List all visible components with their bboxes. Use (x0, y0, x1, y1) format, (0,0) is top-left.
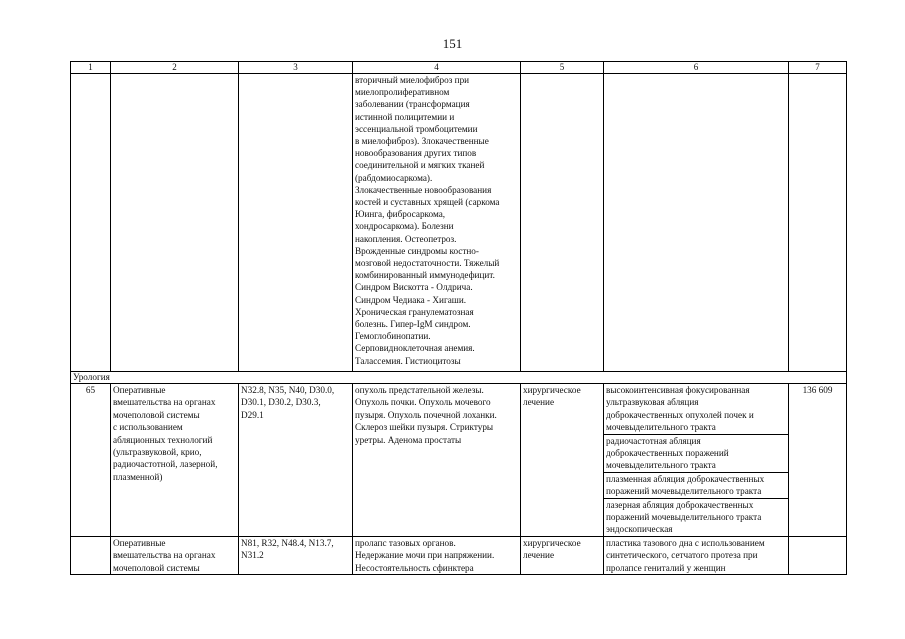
column-header-4: 4 (353, 62, 521, 74)
column-header-1: 1 (71, 62, 111, 74)
price-empty (789, 536, 847, 574)
page-number: 151 (442, 36, 463, 51)
column-header-2: 2 (111, 62, 239, 74)
services-table (70, 61, 847, 575)
treatment-type: хирургическое лечение (521, 536, 604, 574)
method-item: плазменная абляция доброкачественных поражений мочевыделительного тракта (604, 472, 788, 498)
continuation-cell-7 (789, 74, 847, 372)
method-item: радиочастотная абляция доброкачественных поражений мочевыделительного тракта (604, 434, 788, 472)
price-value: 136 609 (789, 384, 847, 537)
method-item: лазерная абляция доброкачественных поражений мочевыделительного тракта эндоскопическая (604, 498, 788, 536)
table-row-66 (71, 536, 847, 574)
icd-codes: N81, R32, N48.4, N13.7, N31.2 (239, 536, 353, 574)
continuation-cell-1 (71, 74, 111, 372)
continuation-diagnosis-text: вторичный миелофиброз при миелопролиферативном заболевании (трансформация истинной полицитемии и эссенциальной тромбоцитемии в миелофиброз). Злокачественные новообразования других типов соединительной и мягких тканей (рабдомиосаркома). Злокачественные новообразования костей и суставных хрящей (саркома Юинга, фибросаркома, хондросаркома). Болезни накопления. Остеопетроз. Врожденные синдромы костно- мозговой недостаточности. Тяжелый комбинированный иммунодефицит. Синдром Вискотта - Олдрича. Синдром Чедиака - Хигаши. Хроническая гранулематозная болезнь. Гипер-IgM синдром. Гемоглобинопатии. Серповидноклеточная анемия. Талассемия. Гистиоцитозы (353, 74, 521, 372)
column-header-6: 6 (604, 62, 789, 74)
column-header-7: 7 (789, 62, 847, 74)
icd-codes: N32.8, N35, N40, D30.0, D30.1, D30.2, D30.3, D29.1 (239, 384, 353, 537)
column-number-row (71, 62, 847, 74)
section-title-urology: Урология (71, 372, 847, 384)
continuation-cell-2 (111, 74, 239, 372)
continuation-cell-6 (604, 74, 789, 372)
intervention-name: Оперативные вмешательства на органах мочеполовой системы (111, 536, 239, 574)
row-number: 65 (71, 384, 111, 537)
column-header-3: 3 (239, 62, 353, 74)
table-row-65 (71, 384, 847, 537)
continuation-cell-5 (521, 74, 604, 372)
patient-model: опухоль предстательной железы. Опухоль почки. Опухоль мочевого пузыря. Опухоль почечной лоханки. Склероз шейки пузыря. Стриктуры уретры. Аденома простаты (353, 384, 521, 537)
treatment-type: хирургическое лечение (521, 384, 604, 537)
method-item: высокоинтенсивная фокусированная ультразвуковая абляция доброкачественных опухолей почек и мочевыделительного тракта (606, 385, 754, 433)
section-row (71, 372, 847, 384)
treatment-method: пластика тазового дна с использованием синтетического, сетчатого протеза при пролапсе гениталий у женщин (604, 536, 789, 574)
continuation-row (71, 74, 847, 372)
row-number-empty (71, 536, 111, 574)
patient-model: пролапс тазовых органов. Недержание мочи при напряжении. Несостоятельность сфинктера (353, 536, 521, 574)
intervention-name: Оперативные вмешательства на органах мочеполовой системы с использованием абляционных технологий (ультразвуковой, крио, радиочастотной, лазерной, плазменной) (111, 384, 239, 537)
treatment-methods (604, 384, 789, 537)
column-header-5: 5 (521, 62, 604, 74)
continuation-cell-3 (239, 74, 353, 372)
